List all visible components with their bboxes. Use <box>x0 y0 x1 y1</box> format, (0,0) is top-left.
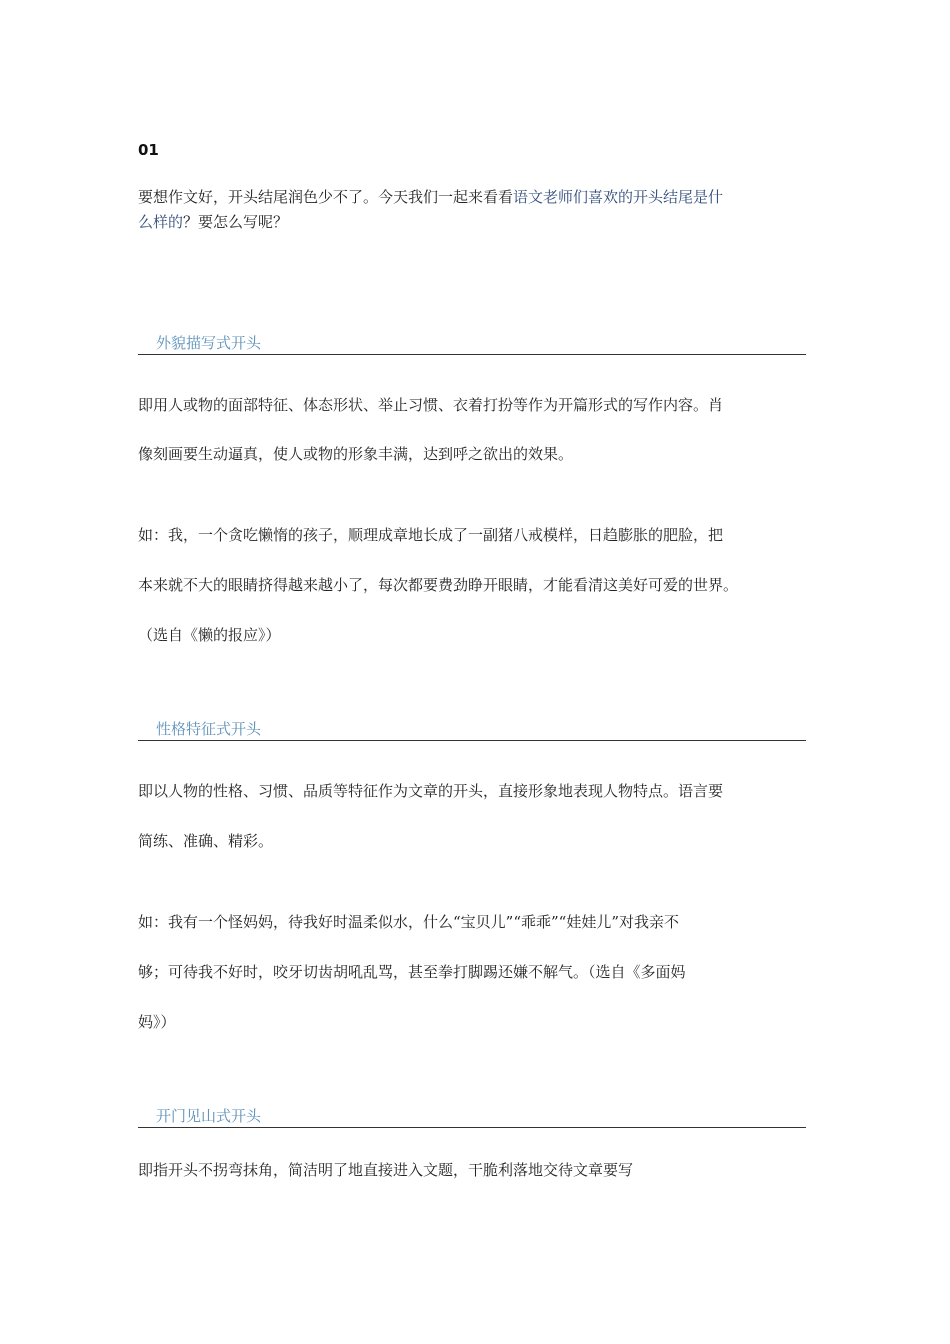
section-heading-text: 外貌描写式开头 <box>156 334 262 352</box>
example-source: （选自《懒的报应》） <box>138 626 281 644</box>
paragraph-line: 即以人物的性格、习惯、品质等特征作为文章的开头，直接形象地表现人物特点。语言要 <box>138 782 724 800</box>
section-heading-text: 性格特征式开头 <box>156 720 262 738</box>
intro-link-continued[interactable]: 么样的 <box>138 213 184 231</box>
paragraph-line: 简练、准确、精彩。 <box>138 832 274 850</box>
paragraph-line: 像刻画要生动逼真，使人或物的形象丰满，达到呼之欲出的效果。 <box>138 445 574 463</box>
intro-line-2 <box>138 211 288 233</box>
section-heading-direct <box>138 1105 806 1128</box>
example-line: 本来就不大的眼睛挤得越来越小了，每次都要费劲睁开眼睛，才能看清这美好可爱的世界。 <box>138 576 739 594</box>
section-heading-appearance <box>138 332 806 355</box>
section-number: 01 <box>138 141 159 159</box>
example-line: 如：我，一个贪吃懒惰的孩子，顺理成章地长成了一副猪八戒模样，日趋膨胀的肥脸，把 <box>138 526 724 544</box>
example-source: 妈》） <box>138 1013 176 1031</box>
intro-text-continued: ？要怎么写呢？ <box>183 213 289 231</box>
paragraph-line: 即指开头不拐弯抹角，简洁明了地直接进入文题，干脆利落地交待文章要写 <box>138 1161 634 1179</box>
intro-link[interactable]: 语文老师们喜欢的开头结尾是什 <box>513 188 724 206</box>
example-line: 如：我有一个怪妈妈，待我好时温柔似水，什么“宝贝儿”“乖乖”“娃娃儿”对我亲不 <box>138 913 680 931</box>
example-line: 够；可待我不好时，咬牙切齿胡吼乱骂，甚至拳打脚踢还嫌不解气。（选自《多面妈 <box>138 963 686 981</box>
intro-line-1 <box>138 186 723 208</box>
section-heading-personality <box>138 718 806 741</box>
paragraph-line: 即用人或物的面部特征、体态形状、举止习惯、衣着打扮等作为开篇形式的写作内容。肖 <box>138 396 724 414</box>
intro-text: 要想作文好，开头结尾润色少不了。今天我们一起来看看 <box>138 188 514 206</box>
section-heading-text: 开门见山式开头 <box>156 1107 262 1125</box>
